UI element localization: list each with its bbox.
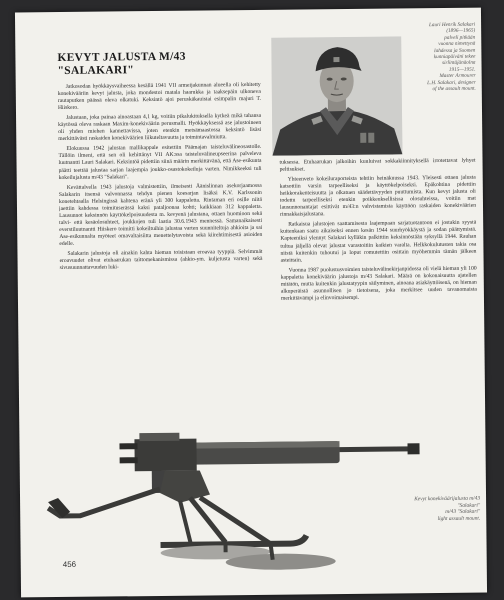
gun-caption [392, 496, 480, 523]
article-heading [57, 50, 257, 78]
caption-line: palveli pitkään [444, 34, 476, 41]
portrait-caption [405, 22, 476, 93]
caption-line: Master Armourer [439, 72, 476, 80]
paragraph: Salakarin jalustoja oli ainakin kahta hieman toisistaan eroavaa tyyppiä. Selvimmät eroavuudet olivat etuhaarukan taittomekanismissa (ahkio-ym. kuljetusta varten) sekä sivusuunnattavuuden luki- [59, 248, 263, 272]
caption-line: sirlintäjänäolna [442, 60, 476, 67]
caption-line: Kevyt konekiväärijalusta m/43 [414, 495, 481, 503]
officer-portrait-image [271, 36, 402, 155]
book-page [15, 8, 487, 598]
caption-line: lahdessa ja Suomen [434, 47, 476, 54]
paragraph: Yhteenveto kokeiluraporteista tehtiin heinäkuussa 1943. Yleisesti ottaen jalusta katsottiin varsin tarpeelliseksi ja käyttökelpoiseksi. Epäkohtina pidettiin heikkorakenteisuutta ja olkatuen säädettävyyden puuttumista. Kun kevyt jalusta oli todettu tarpeelliseksi etenkin poikkeuksellisissa olosuhteissa, voitiin mat lausunnonantajat esittivät m/43:n vahvistamista käyttöön raskaiden konekiväärien rinnakkaisjalustana. [279, 174, 477, 219]
caption-line: vuonna nimettynä [438, 40, 476, 48]
right-text-column [280, 158, 479, 422]
paragraph: tuksessa. Etuhaarukan jalkoihin kuuluivat sokkakiinnityksellä irrotettavat lyhyet peltisukset. [279, 157, 476, 173]
heading-line-2: "SALAKARI" [57, 64, 135, 78]
caption-line: Lauri Henrik Salakari [428, 21, 476, 29]
paragraph: Jatkosodan hyökkäysvaiheessa kesällä 1941 VII armeijakunnan alueella oli kehitetty konekivääriin kevyt jalusta, joka mondestoi matala haarukka ja taaksepäin ulkoneva rautaputken päässä oleva olkatuki. Keksintö ajoi peruskäkauistai esimpalin majuri T. Hiiskero. [57, 81, 261, 112]
caption-line: L.H. Salakari, designer [427, 79, 476, 86]
paragraph: Elokuussa 1942 jalustan mallikappale esitettiin Päämajan taisteluvälineosastolle. Tällöin ilmeni, että sen oli kehittänyt VII AK:ssa taisteluvälineupseerina palveleva luutnantti Lauri Salakari. Keksintöä pidettiin siinä määrin merkittävänä, että Ase-esikunta päätti teettää jalustaa sarjan laajempia joukko-osastokokeiluja varten. Nimikkeeksi tuli kokeilujalusta m/43 "Salakari". [58, 144, 262, 181]
left-text-column [58, 82, 264, 414]
caption-line: "Salakari" [457, 502, 481, 509]
paragraph: Ratkaisua jalustojen saattamisesta laajempaan sarjatuotantoon ei jostakin syystä kuitenkaan saatu aikaiseksi ennen kesän 1944 suurhyökkäystä ja sodan päättymistä. Kapteeniksi ylennyt Salakari kylläkin palkittiin keksinnöstään syksyllä 1944. Rauhan tultua jäljellä olevat jalustat varastoitiin kaikien varalta. Helkkokulutusten takia osa niistä kuitenkin tuhoutui ja loput romutettiin osittain myöhemmin tämän jälkeen asteittain. [280, 220, 477, 264]
heading-line-1: KEVYT JALUSTA M/43 [57, 50, 186, 65]
caption-line: of the assault mount. [432, 85, 476, 93]
caption-line: kunniapäiväni tekee [433, 53, 476, 61]
caption-line: m/43 "Salakari" [445, 508, 481, 516]
paragraph: Kevättalvella 1943 jalustoja valmistettiin, ilmeisesti Äänislinnan asekorjaamossa Salakarin itsensä valvonnassa tehdyn pienen koesarjan lisäksi K.V. Karlssonin konetehtaalla Helsingissä kahtena eränä yli 300 kappaletta. Rintaman eri osille niitä jaettiin kahdessa toimituserässä kaksi pataljoonaa kohti; kaikkiaan 312 kappaletta. Lausunnot keksinnön käyttökelpoisuudesta m. kevyenä jalustana, ottaen huomioon sekä talvi- että kesäolosuhteet, joukkojen tuli laatia 30.6.1943 mennessä. Samanaikaisesti everstiluutnantti Hiiskero toimitti kokeiltuihin jalustaa varten suunniteltuja ahkioita ja sai Ase-esikunnalta myöteet omavaltaisiitta menettelytavoista sekä kiirehtimisestä asioiden edelle. [58, 182, 263, 247]
caption-line: 1915—1951. [448, 66, 476, 73]
page-number: 456 [62, 559, 77, 569]
paragraph: Jalustaan, joka painaa ainoastaan 4,1 kg, voitiin pikalukituksella kytkeä mikä tahansa käytössä oleva raskaan Maxim-konekiväärin perusmalli. Hyökkäyksessä ase jalustoineen oli yhden miehen kannettavissa, joten etenkin metsämaastossa keksintö lisäsi merkittävästi raskaiden konekiväärien liikuteltavuutta ja toimintavalmiutta. [58, 113, 262, 143]
caption-line: light assault mount. [437, 515, 481, 522]
paragraph: Vuonna 1987 puolustusvoimien taisteluvälinekirjanpidossa oli vielä hieman yli 100 kappaletta konekiväärin jalustoja m/43 Salakari. Määrä on kokonaisuutta ajatellen mitätön, mutta kuitenkin jalustatyypin säilyminen, ainoana asiakäyttöisenä, on hieman alkuperäistä asunnollisen jo tietoisena, joka merkitsee uuden tavanomaista merkittävämpi ja elinvoimaisempi. [280, 265, 477, 302]
portrait-photo [271, 36, 402, 155]
caption-line: (1896—1965) [446, 28, 476, 35]
machine-gun-illustration [39, 400, 481, 575]
